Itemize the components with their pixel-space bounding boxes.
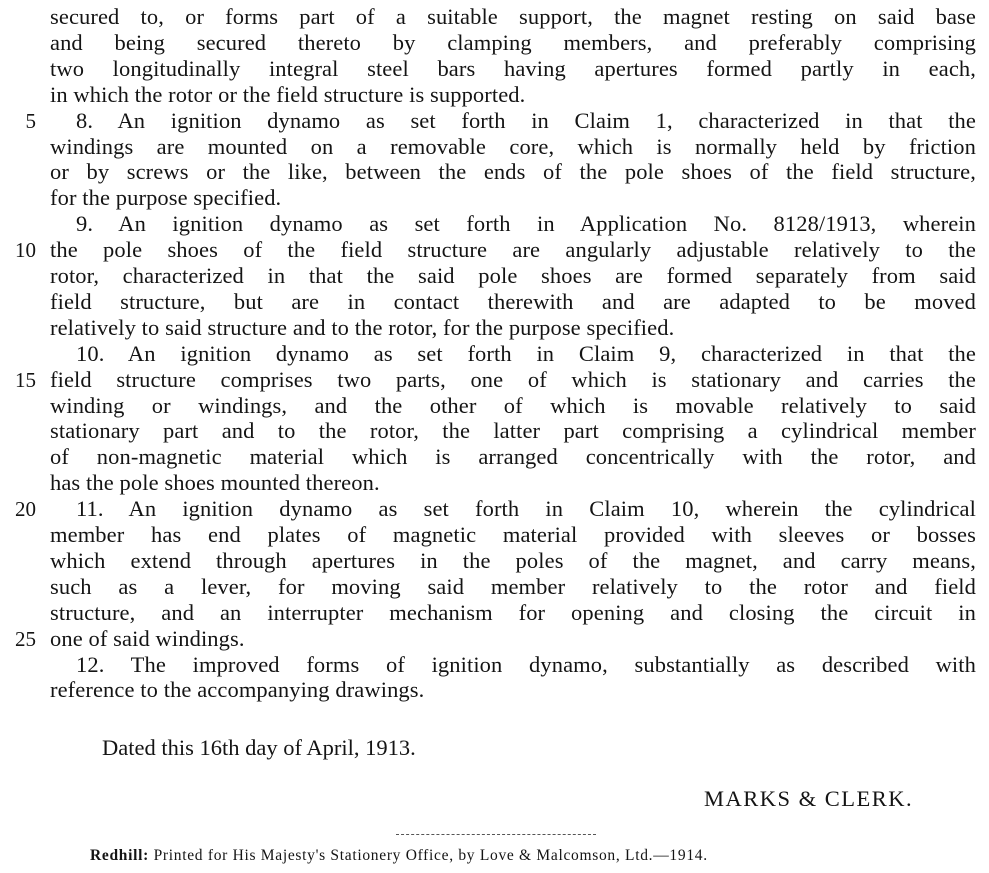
text-line: and being secured thereto by clamping members, and preferably comprising <box>50 29 976 55</box>
text-line: member has end plates of magnetic material provided with sleeves or bosses <box>50 522 976 547</box>
text-line: winding or windings, and the other of which is movable relatively to said <box>50 392 976 418</box>
text-line: 10. An ignition dynamo as set forth in Claim 9, characterized in that the <box>76 340 976 366</box>
text-line: two longitudinally integral steel bars having apertures formed partly in each, <box>50 55 976 81</box>
margin-line-number: 5 <box>25 108 36 133</box>
text-line: such as a lever, for moving said member relatively to the rotor and field <box>50 573 976 599</box>
margin-line-number: 10 <box>15 238 36 263</box>
imprint-text: Printed for His Majesty's Stationery Office, by Love & Malcomson, Ltd.—1914. <box>153 847 708 864</box>
text-line: the pole shoes of the field structure are angularly adjustable relatively to the <box>50 237 976 263</box>
text-line: for the purpose specified. <box>50 185 282 211</box>
text-line: or by screws or the like, between the ends of the pole shoes of the field structure, <box>50 159 976 185</box>
dated-line: Dated this 16th day of April, 1913. <box>102 735 416 760</box>
text-line: field structure comprises two parts, one of which is stationary and carries the <box>50 366 976 392</box>
margin-line-number: 15 <box>15 367 36 392</box>
text-line: stationary part and to the rotor, the latter part comprising a cylindrical member <box>50 418 976 444</box>
text-line: field structure, but are in contact therewith and are adapted to be moved <box>50 288 976 314</box>
text-line: secured to, or forms part of a suitable support, the magnet resting on said base <box>50 4 976 29</box>
signature: MARKS & CLERK. <box>704 786 914 811</box>
margin-line-number: 20 <box>15 497 36 522</box>
text-line: windings are mounted on a removable core, which is normally held by friction <box>50 133 976 159</box>
printer-imprint <box>90 845 708 867</box>
text-line: of non-magnetic material which is arranged concentrically with the rotor, and <box>50 444 976 470</box>
text-line: 8. An ignition dynamo as set forth in Claim 1, characterized in that the <box>76 107 976 133</box>
text-line: one of said windings. <box>50 625 245 651</box>
text-line: 12. The improved forms of ignition dynamo, substantially as described with <box>76 651 976 677</box>
text-line: has the pole shoes mounted thereon. <box>50 470 380 496</box>
text-line: relatively to said structure and to the rotor, for the purpose specified. <box>50 314 675 340</box>
text-line: 9. An ignition dynamo as set forth in Application No. 8128/1913, wherein <box>76 211 976 237</box>
text-line: 11. An ignition dynamo as set forth in Claim 10, wherein the cylindrical <box>76 496 976 522</box>
text-line: in which the rotor or the field structure is supported. <box>50 81 526 107</box>
margin-line-number: 25 <box>15 626 36 651</box>
divider-rule <box>396 834 596 835</box>
text-line: which extend through apertures in the poles of the magnet, and carry means, <box>50 547 976 573</box>
text-line: rotor, characterized in that the said pole shoes are formed separately from said <box>50 263 976 288</box>
text-line: structure, and an interrupter mechanism for opening and closing the circuit in <box>50 599 976 625</box>
imprint-place: Redhill: <box>90 847 149 864</box>
text-line: reference to the accompanying drawings. <box>50 677 425 703</box>
